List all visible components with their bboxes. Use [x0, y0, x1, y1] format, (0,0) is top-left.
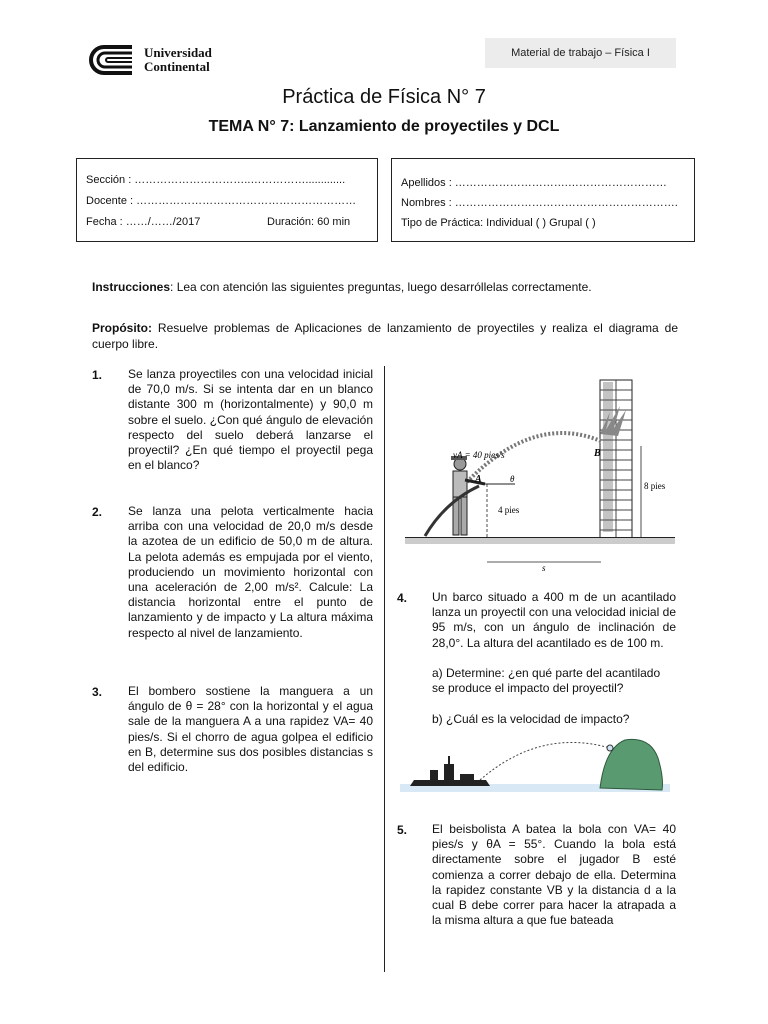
topic-title: [0, 118, 768, 136]
instructions: [92, 279, 678, 295]
fecha-field[interactable]: Fecha : ……/……/2017: [86, 216, 201, 228]
logo-icon: [88, 43, 138, 77]
topic-text: : Lanzamiento de proyectiles y DCL: [289, 118, 560, 135]
purpose-text: Resuelve problemas de Aplicaciones de lanzamiento de proyectiles y realiza el diagrama de cuerpo libre.: [92, 321, 678, 351]
instructions-text: : Lea con atención las siguientes preguntas, luego desarróllelas correctamente.: [170, 280, 592, 294]
duracion-label: Duración: 60 min: [267, 216, 351, 228]
question-4-number: 4.: [397, 591, 408, 605]
distance-label: s: [542, 563, 546, 572]
seccion-field[interactable]: Sección : …………………………..…………….............: [86, 174, 346, 186]
question-2-number: 2.: [92, 505, 103, 519]
question-2-text: Se lanza una pelota verticalmente hacia arriba con una velocidad de 20,0 m/s desde la azotea de un edificio de 50,0 m de altura. La pelota además es empujada por el viento, produciendo un movimiento horizontal con una aceleración de 2,00 m/s². Calcule: La distancia horizontal entre el punto de lanzamiento y de impacto y La altura máxima respecto al nivel de lanzamiento.: [128, 504, 373, 640]
question-5-text: El beisbolista A batea la bola con VA= 40 pies/s y θA = 55°. Cuando la bola está directamente sobre el jugador B esté comienza a correr debajo de ella. Determina la rapidez constante VB y la distancia d a la cual B debe correr para hacer la atrapada a la misma altura a que fue bateada: [432, 822, 676, 928]
page-title: Práctica de Física N° 7: [282, 86, 486, 108]
ship-cliff-figure: [400, 728, 670, 800]
question-4a: a) Determine: ¿en qué parte del acantilado se produce el impacto del proyectil?: [432, 666, 661, 696]
question-3-number: 3.: [92, 685, 103, 699]
point-b-label: B: [594, 448, 601, 459]
docente-field[interactable]: Docente : ……………………………………………………: [86, 195, 357, 207]
column-divider: [384, 366, 385, 972]
topic-label: TEMA N° 7: [208, 118, 290, 135]
purpose-label: Propósito:: [92, 321, 152, 335]
university-logo: [88, 40, 238, 80]
university-name: [144, 46, 212, 74]
va-label: vA = 40 pies/s: [453, 450, 505, 460]
theta-label: θ: [510, 474, 515, 484]
wall-height-label: 8 pies: [644, 481, 666, 491]
logo-line2: Continental: [144, 59, 210, 74]
question-4b: b) ¿Cuál es la velocidad de impacto?: [432, 712, 630, 726]
question-5-number: 5.: [397, 823, 408, 837]
logo-line1: Universidad: [144, 45, 212, 60]
firefighter-figure: [405, 372, 675, 572]
question-4-text: Un barco situado a 400 m de un acantilado lanza un proyectil con una velocidad inicial de 95 m/s, con un ángulo de inclinación de 28,0°. La altura del acantilado es de 100 m.: [432, 590, 676, 650]
hose-height-label: 4 pies: [498, 505, 520, 515]
instructions-label: Instrucciones: [92, 280, 171, 294]
question-3-text: El bombero sostiene la manguera a un ángulo de θ = 28° con la horizontal y el agua sale de la manguera A a una rapidez VA= 40 pies/s. Si el chorro de agua golpea el edificio en B, determine sus dos posibles distancias s del edificio.: [128, 684, 373, 775]
nombres-field[interactable]: Nombres : …………………………………………………….: [401, 197, 678, 209]
purpose: [92, 320, 678, 352]
material-label: Material de trabajo – Física I: [485, 38, 676, 68]
tipo-practica-field[interactable]: Tipo de Práctica: Individual ( ) Grupal ( ): [401, 217, 596, 229]
student-info-right: [391, 158, 695, 242]
student-info-left: [76, 158, 378, 242]
question-1-number: 1.: [92, 368, 103, 382]
question-1-text: Se lanza proyectiles con una velocidad inicial de 70,0 m/s. Si se intenta dar en un blanco distante 300 m (horizontalmente) y 90,0 m sobre el suelo. ¿Con qué ángulo de elevación respecto del suelo deberá lanzarse el proyectil? ¿En qué tiempo el proyectil pega en el blanco?: [128, 367, 373, 473]
apellidos-field[interactable]: Apellidos : ………………………….………………………: [401, 177, 667, 189]
point-a-label: A: [475, 474, 482, 485]
